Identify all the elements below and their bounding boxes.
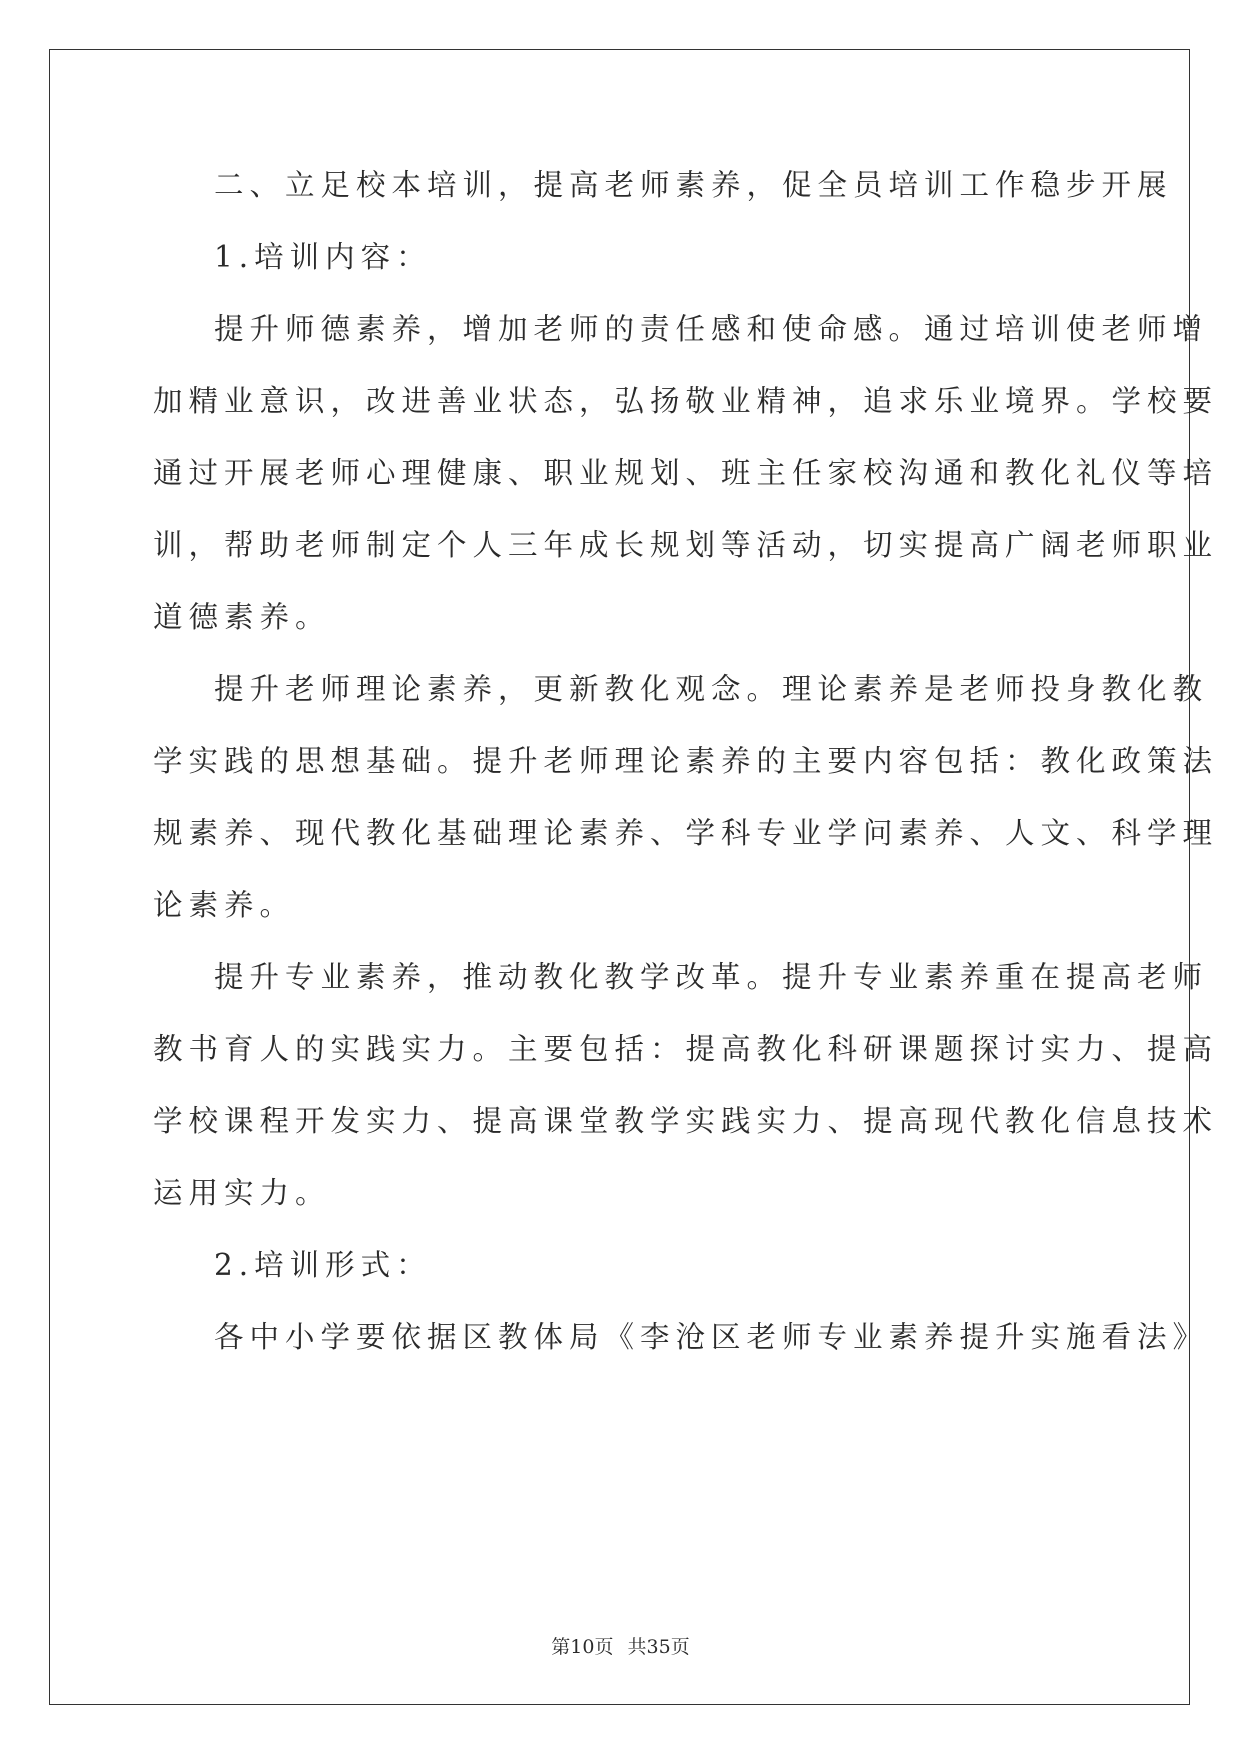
paragraph-line: 训，帮助老师制定个人三年成长规划等活动，切实提高广阔老师职业	[153, 528, 1219, 562]
paragraph-line: 各中小学要依据区教体局《李沧区老师专业素养提升实施看法》	[214, 1320, 1209, 1354]
paragraph-line: 提升专业素养，推动教化教学改革。提升专业素养重在提高老师	[214, 960, 1209, 994]
paragraph-line: 学实践的思想基础。提升老师理论素养的主要内容包括：教化政策法	[153, 744, 1219, 778]
paragraph-line: 道德素养。	[153, 600, 331, 634]
page-total: 共35页	[627, 1636, 690, 1658]
page-footer	[0, 1632, 1241, 1659]
paragraph-line: 加精业意识，改进善业状态，弘扬敬业精神，追求乐业境界。学校要	[153, 384, 1219, 418]
subheading-training-format: 2.培训形式：	[214, 1248, 432, 1282]
paragraph-line: 学校课程开发实力、提高课堂教学实践实力、提高现代教化信息技术	[153, 1104, 1219, 1138]
section-heading: 二、立足校本培训，提高老师素养，促全员培训工作稳步开展	[214, 168, 1173, 202]
paragraph-line: 运用实力。	[153, 1176, 331, 1210]
paragraph-line: 教书育人的实践实力。主要包括：提高教化科研课题探讨实力、提高	[153, 1032, 1219, 1066]
paragraph-line: 论素养。	[153, 888, 296, 922]
paragraph-line: 规素养、现代教化基础理论素养、学科专业学问素养、人文、科学理	[153, 816, 1219, 850]
paragraph-line: 提升老师理论素养，更新教化观念。理论素养是老师投身教化教	[214, 672, 1209, 706]
paragraph-line: 通过开展老师心理健康、职业规划、班主任家校沟通和教化礼仪等培	[153, 456, 1219, 490]
paragraph-line: 提升师德素养，增加老师的责任感和使命感。通过培训使老师增	[214, 312, 1209, 346]
page-border	[49, 49, 1190, 1705]
subheading-training-content: 1.培训内容：	[214, 240, 432, 274]
page-number: 第10页	[551, 1636, 614, 1658]
